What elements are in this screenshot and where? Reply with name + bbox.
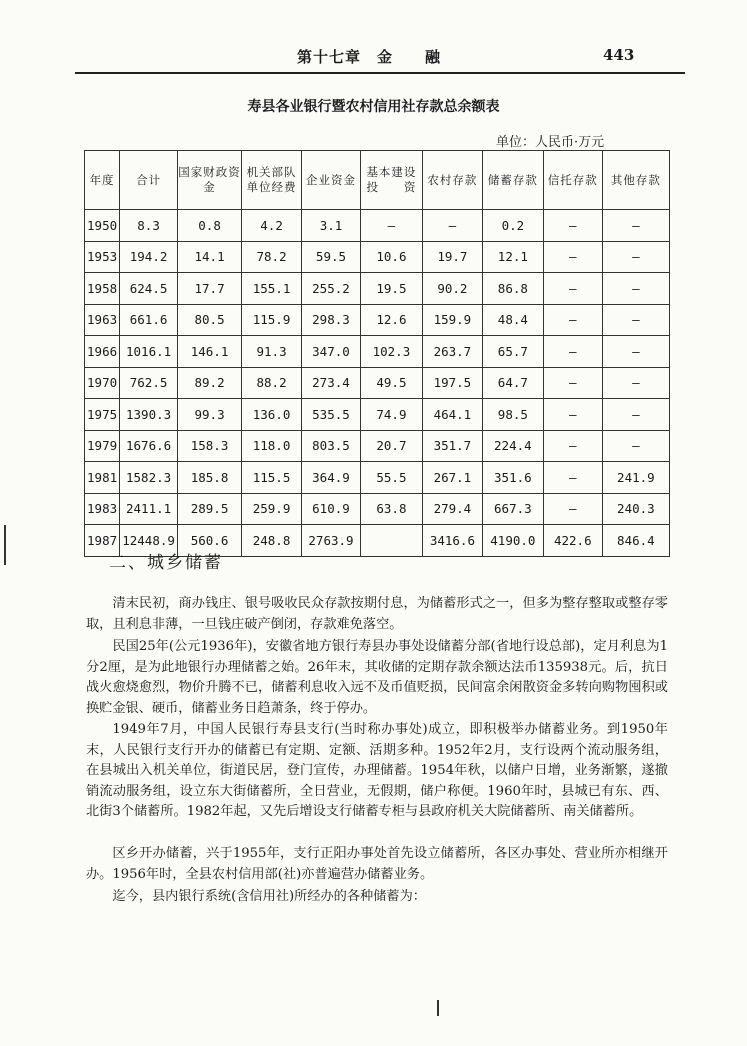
value-cell: 86.8 — [482, 273, 543, 305]
value-cell: 2763.9 — [302, 525, 361, 557]
value-cell: 0.2 — [482, 210, 543, 242]
table-row — [85, 462, 670, 494]
value-cell: 667.3 — [482, 493, 543, 525]
unit-note: 单位：人民币·万元 — [496, 135, 605, 150]
value-cell: 560.6 — [178, 525, 242, 557]
col-header: 农村存款 — [422, 151, 482, 210]
value-cell: 99.3 — [178, 399, 242, 431]
value-cell: 240.3 — [602, 493, 669, 525]
col-header: 企业资金 — [302, 151, 361, 210]
value-cell: 98.5 — [482, 399, 543, 431]
value-cell — [360, 525, 422, 557]
value-cell: 91.3 — [242, 336, 302, 368]
value-cell: 194.2 — [120, 241, 178, 273]
value-cell: 0.8 — [178, 210, 242, 242]
value-cell: 1676.6 — [120, 430, 178, 462]
year-cell: 1983 — [85, 493, 120, 525]
value-cell: 12.6 — [360, 304, 422, 336]
table-row — [85, 273, 670, 305]
value-cell: — — [543, 241, 602, 273]
value-cell: 762.5 — [120, 367, 178, 399]
value-cell: — — [543, 210, 602, 242]
paragraph-text: 1949年7月，中国人民银行寿县支行(当时称办事处)成立，即积极举办储蓄业务。到1950年末，人民银行支行开办的储蓄已有定期、定额、活期多种。1952年2月，支行设两个流动服务组，在县城出入机关单位，街道民居，登门宣传，办理储蓄。1954年秋，以储户日增，业务渐繁，遂撤销流动服务组，设立东大街储蓄所，全日营业，无假期，储户称便。1960年时，县城已有东、西、北街3个储蓄所。1982年起，又先后增设支行储蓄专柜与县政府机关大院储蓄所、南关储蓄所。 — [86, 722, 668, 819]
col-header: 信托存款 — [543, 151, 602, 210]
value-cell: 3.1 — [302, 210, 361, 242]
value-cell: 803.5 — [302, 430, 361, 462]
value-cell: 88.2 — [242, 367, 302, 399]
value-cell: 661.6 — [120, 304, 178, 336]
value-cell: 422.6 — [543, 525, 602, 557]
col-header: 年度 — [85, 151, 120, 210]
value-cell: 10.6 — [360, 241, 422, 273]
value-cell: 8.3 — [120, 210, 178, 242]
value-cell: 535.5 — [302, 399, 361, 431]
value-cell: 255.2 — [302, 273, 361, 305]
value-cell: 17.7 — [178, 273, 242, 305]
year-cell: 1953 — [85, 241, 120, 273]
value-cell: 65.7 — [482, 336, 543, 368]
value-cell: 20.7 — [360, 430, 422, 462]
value-cell: 59.5 — [302, 241, 361, 273]
value-cell: — — [543, 493, 602, 525]
year-cell: 1979 — [85, 430, 120, 462]
year-cell: 1950 — [85, 210, 120, 242]
value-cell: 241.9 — [602, 462, 669, 494]
value-cell: 624.5 — [120, 273, 178, 305]
table-header-row — [85, 151, 670, 210]
page-header — [0, 40, 747, 70]
col-header: 国家财政资 金 — [178, 151, 242, 210]
table-row — [85, 399, 670, 431]
body-paragraph — [86, 594, 668, 635]
value-cell: 464.1 — [422, 399, 482, 431]
year-cell: 1963 — [85, 304, 120, 336]
value-cell: — — [602, 210, 669, 242]
value-cell: 55.5 — [360, 462, 422, 494]
col-header: 储蓄存款 — [482, 151, 543, 210]
value-cell: 78.2 — [242, 241, 302, 273]
value-cell: 347.0 — [302, 336, 361, 368]
value-cell: 90.2 — [422, 273, 482, 305]
col-header: 基本建设投 资 — [360, 151, 422, 210]
value-cell: — — [543, 273, 602, 305]
value-cell: 224.4 — [482, 430, 543, 462]
value-cell: 351.7 — [422, 430, 482, 462]
value-cell: — — [360, 210, 422, 242]
paragraph-text: 区乡开办储蓄，兴于1955年，支行正阳办事处首先设立储蓄所，各区办事处、营业所亦相继开办。1956年时，全县农村信用部(社)亦普遍营办储蓄业务。 — [86, 846, 668, 882]
table-row — [85, 304, 670, 336]
value-cell: 19.7 — [422, 241, 482, 273]
value-cell: 14.1 — [178, 241, 242, 273]
body-paragraph — [86, 720, 668, 823]
value-cell: 159.9 — [422, 304, 482, 336]
value-cell: — — [543, 430, 602, 462]
deposit-table — [84, 150, 670, 557]
value-cell: 63.8 — [360, 493, 422, 525]
value-cell: 12.1 — [482, 241, 543, 273]
value-cell: 364.9 — [302, 462, 361, 494]
value-cell: 118.0 — [242, 430, 302, 462]
value-cell: 146.1 — [178, 336, 242, 368]
year-cell: 1966 — [85, 336, 120, 368]
col-header: 机关部队单位经费 — [242, 151, 302, 210]
value-cell: 115.5 — [242, 462, 302, 494]
value-cell: 3416.6 — [422, 525, 482, 557]
value-cell: 259.9 — [242, 493, 302, 525]
table-row — [85, 241, 670, 273]
value-cell: 185.8 — [178, 462, 242, 494]
value-cell: — — [602, 304, 669, 336]
chapter-title: 第十七章 金 融 — [297, 48, 442, 66]
header-rule — [75, 72, 685, 74]
value-cell: 298.3 — [302, 304, 361, 336]
value-cell: 267.1 — [422, 462, 482, 494]
value-cell: 197.5 — [422, 367, 482, 399]
value-cell: 155.1 — [242, 273, 302, 305]
value-cell: 351.6 — [482, 462, 543, 494]
value-cell: — — [422, 210, 482, 242]
value-cell: 846.4 — [602, 525, 669, 557]
col-header: 其他存款 — [602, 151, 669, 210]
value-cell: 136.0 — [242, 399, 302, 431]
value-cell: 279.4 — [422, 493, 482, 525]
value-cell: 610.9 — [302, 493, 361, 525]
year-cell: 1958 — [85, 273, 120, 305]
value-cell: 48.4 — [482, 304, 543, 336]
value-cell: 19.5 — [360, 273, 422, 305]
value-cell: — — [602, 367, 669, 399]
section-heading: 二、城乡储蓄 — [109, 553, 223, 573]
paragraph-text: 民国25年(公元1936年)，安徽省地方银行寿县办事处设储蓄分部(省地行设总部)，定月利息为1分2厘，是为此地银行办理储蓄之始。26年末，其收储的定期存款余额达法币135938元。后，抗日战火愈烧愈烈，物价升腾不已，储蓄利息收入远不及币值贬损，民间富余闲散资金多转向购物囤积或换贮金银、硬币，储蓄业务日趋萧条，终于停办。 — [86, 639, 668, 716]
value-cell: 273.4 — [302, 367, 361, 399]
value-cell: 80.5 — [178, 304, 242, 336]
value-cell: 115.9 — [242, 304, 302, 336]
paragraph-text: 迄今，县内银行系统(含信用社)所经办的各种储蓄为： — [112, 889, 426, 904]
paragraph-text: 清末民初，商办钱庄、银号吸收民众存款按期付息，为储蓄形式之一，但多为整存整取或整存零取，且利息非薄，一旦钱庄破产倒闭，存款难免落空。 — [86, 596, 668, 632]
value-cell: 1390.3 — [120, 399, 178, 431]
value-cell: — — [602, 241, 669, 273]
year-cell: 1981 — [85, 462, 120, 494]
value-cell: — — [602, 336, 669, 368]
value-cell: — — [602, 430, 669, 462]
value-cell: — — [543, 367, 602, 399]
value-cell: — — [543, 304, 602, 336]
body-paragraph — [86, 637, 668, 719]
value-cell: 64.7 — [482, 367, 543, 399]
value-cell: 12448.9 — [120, 525, 178, 557]
table-row — [85, 493, 670, 525]
value-cell: 89.2 — [178, 367, 242, 399]
table-title: 寿县各业银行暨农村信用社存款总余额表 — [247, 99, 500, 115]
value-cell: 1016.1 — [120, 336, 178, 368]
table-row — [85, 367, 670, 399]
year-cell: 1987 — [85, 525, 120, 557]
value-cell: — — [543, 462, 602, 494]
value-cell: 4190.0 — [482, 525, 543, 557]
value-cell: 102.3 — [360, 336, 422, 368]
value-cell: 2411.1 — [120, 493, 178, 525]
value-cell: 49.5 — [360, 367, 422, 399]
table-row — [85, 336, 670, 368]
scan-artifact-left — [4, 525, 6, 565]
col-header: 合计 — [120, 151, 178, 210]
value-cell: 4.2 — [242, 210, 302, 242]
year-cell: 1975 — [85, 399, 120, 431]
value-cell: — — [602, 399, 669, 431]
value-cell: — — [602, 273, 669, 305]
value-cell: 1582.3 — [120, 462, 178, 494]
scan-artifact-bottom — [437, 1000, 439, 1016]
value-cell: — — [543, 399, 602, 431]
value-cell: 74.9 — [360, 399, 422, 431]
page-number: 443 — [603, 46, 635, 64]
year-cell: 1970 — [85, 367, 120, 399]
value-cell: 248.8 — [242, 525, 302, 557]
body-paragraph — [86, 844, 668, 885]
value-cell: 289.5 — [178, 493, 242, 525]
value-cell: — — [543, 336, 602, 368]
table-row — [85, 210, 670, 242]
table-row — [85, 430, 670, 462]
body-paragraph — [86, 887, 668, 908]
value-cell: 158.3 — [178, 430, 242, 462]
value-cell: 263.7 — [422, 336, 482, 368]
